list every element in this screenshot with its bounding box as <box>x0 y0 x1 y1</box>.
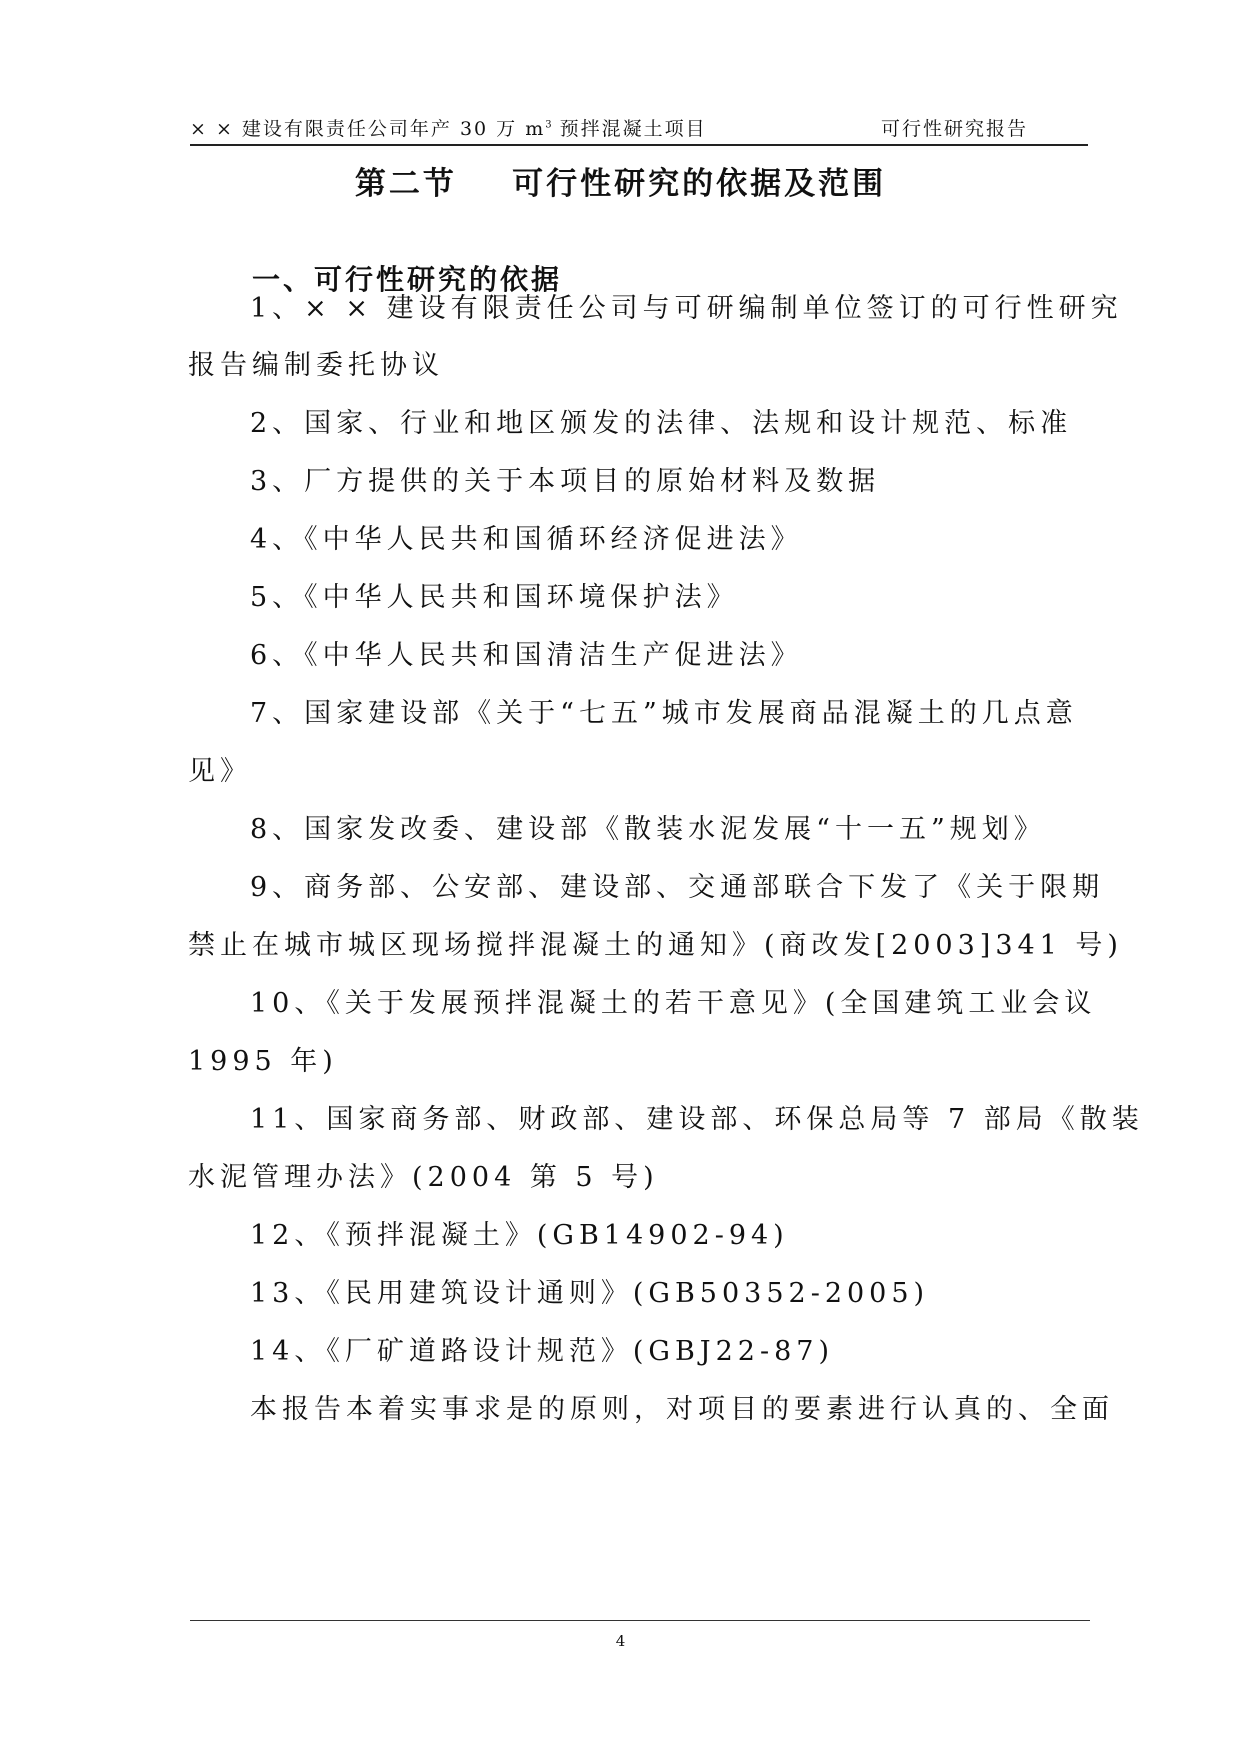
body-line-19: 14、《厂矿道路设计规范》(GBJ22-87) <box>250 1336 834 1367</box>
subsection-heading: 一、可行性研究的依据 <box>252 263 563 296</box>
body-line-14: 1995 年) <box>188 1046 338 1077</box>
body-line-12: 禁止在城市城区现场搅拌混凝土的通知》(商改发[2003]341 号) <box>188 930 1123 961</box>
body-line-1: 1、× × 建设有限责任公司与可研编制单位签订的可行性研究 <box>250 293 1123 324</box>
body-line-7: 6、《中华人民共和国清洁生产促进法》 <box>250 640 803 671</box>
body-line-18: 13、《民用建筑设计通则》(GB50352-2005) <box>250 1278 930 1309</box>
section-title: 第二节 可行性研究的依据及范围 <box>354 166 887 202</box>
body-line-8: 7、国家建设部《关于“七五”城市发展商品混凝土的几点意 <box>250 698 1078 729</box>
header-superscript: 3 <box>545 119 552 131</box>
body-line-9: 见》 <box>188 756 252 787</box>
body-line-15: 11、国家商务部、财政部、建设部、环保总局等 7 部局《散装 <box>250 1104 1144 1135</box>
body-line-11: 9、商务部、公安部、建设部、交通部联合下发了《关于限期 <box>250 872 1105 903</box>
body-line-10: 8、国家发改委、建设部《散装水泥发展“十一五”规划》 <box>250 814 1046 845</box>
body-line-17: 12、《预拌混凝土》(GB14902-94) <box>250 1220 789 1251</box>
body-line-16: 水泥管理办法》(2004 第 5 号) <box>188 1162 659 1193</box>
body-line-20: 本报告本着实事求是的原则，对项目的要素进行认真的、全面 <box>250 1394 1114 1425</box>
header-report-type: 可行性研究报告 <box>880 118 1028 140</box>
body-line-3: 2、国家、行业和地区颁发的法律、法规和设计规范、标准 <box>250 408 1073 439</box>
header-title-part-b: 预拌混凝土项目 <box>551 118 707 140</box>
footer-divider <box>190 1620 1090 1621</box>
page-number: 4 <box>615 1632 626 1650</box>
body-line-2: 报告编制委托协议 <box>188 350 444 381</box>
body-line-13: 10、《关于发展预拌混凝土的若干意见》(全国建筑工业会议 <box>250 988 1097 1019</box>
header-title-part-a: × × 建设有限责任公司年产 30 万 m <box>190 118 546 140</box>
body-line-4: 3、厂方提供的关于本项目的原始材料及数据 <box>250 466 881 497</box>
page-header <box>190 106 1088 146</box>
header-project-title <box>190 114 707 141</box>
body-line-5: 4、《中华人民共和国循环经济促进法》 <box>250 524 803 555</box>
body-line-6: 5、《中华人民共和国环境保护法》 <box>250 582 739 613</box>
